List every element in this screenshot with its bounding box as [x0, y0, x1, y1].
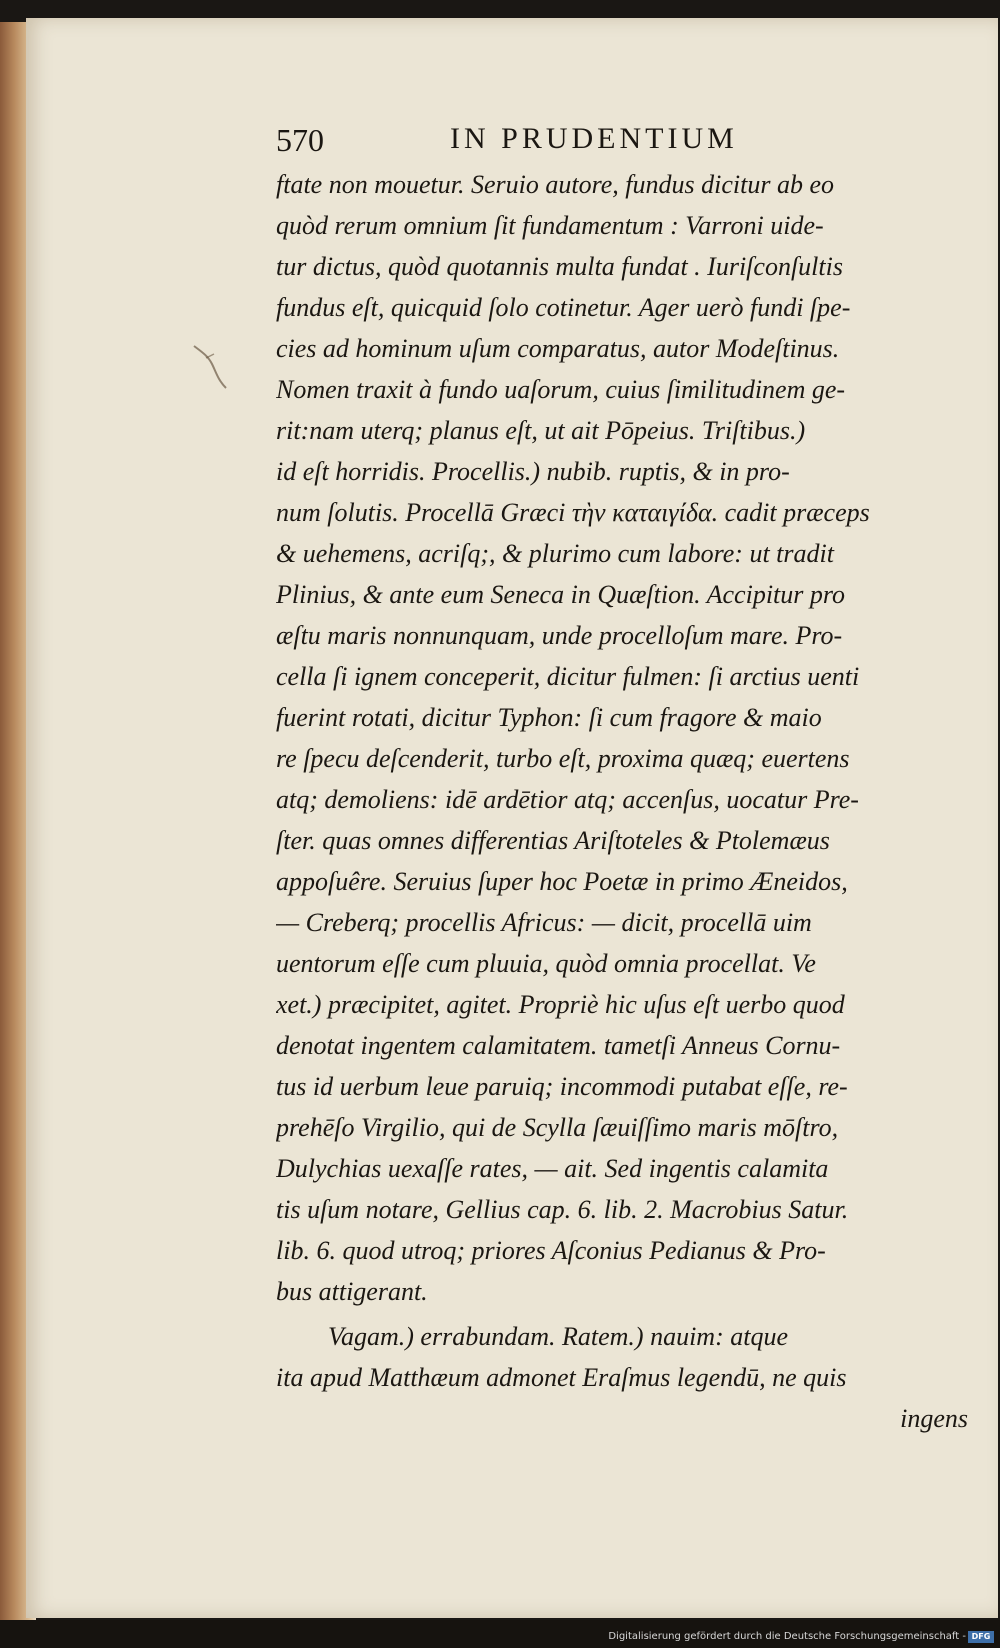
text-line: denotat ingentem calamitatem. tametſi Anneus Cornu-	[276, 1031, 841, 1060]
text-line: atq; demoliens: idē ardētior atq; accenſus, uocatur Pre-	[276, 785, 859, 814]
text-line: — Creberq; procellis Africus: — dicit, procellā uim	[276, 908, 812, 937]
page-number: 570	[276, 122, 324, 158]
text-line: re ſpecu deſcenderit, turbo eſt, proxima quæq; euertens	[276, 744, 850, 773]
text-line: quòd rerum omnium ſit fundamentum : Varroni uide-	[276, 211, 824, 240]
dfg-logo: DFG	[968, 1631, 994, 1643]
page-header	[276, 122, 976, 162]
text-line: Plinius, & ante eum Seneca in Quæſtion. Accipitur pro	[276, 580, 846, 609]
digitization-credit: Digitalisierung gefördert durch die Deutsche Forschungsgemeinschaft -	[608, 1631, 966, 1642]
text-line: lib. 6. quod utroq; priores Aſconius Pedianus & Pro-	[276, 1236, 826, 1265]
text-line: Nomen traxit à fundo uaſorum, cuius ſimilitudinem ge-	[276, 375, 846, 404]
text-line: ſter. quas omnes differentias Ariſtoteles & Ptolemæus	[276, 826, 830, 855]
text-line: cies ad hominum uſum comparatus, autor Modeſtinus.	[276, 334, 840, 363]
text-line: fuerint rotati, dicitur Typhon: ſi cum fragore & maio	[276, 703, 822, 732]
text-line: xet.) præcipitet, agitet. Propriè hic uſus eſt uerbo quod	[276, 990, 845, 1019]
text-line: cella ſi ignem conceperit, dicitur fulmen: ſi arctius uenti	[276, 662, 860, 691]
commentary-text	[276, 164, 976, 1439]
text-line: fundus eſt, quicquid ſolo cotinetur. Ager uerò fundi ſpe-	[276, 293, 851, 322]
text-line: tis uſum notare, Gellius cap. 6. lib. 2. Macrobius Satur.	[276, 1195, 849, 1224]
catchword: ingens	[900, 1404, 968, 1433]
text-line: num ſolutis. Procellā Græci τὴν καταιγίδα. cadit præceps	[276, 498, 870, 527]
text-line: prehēſo Virgilio, qui de Scylla ſæuiſſimo maris mōſtro,	[276, 1113, 839, 1142]
paragraph-line: Vagam.) errabundam. Ratem.) nauim: atque	[328, 1322, 788, 1351]
text-line: rit:nam uterq; planus eſt, ut ait Pōpeius. Triſtibus.)	[276, 416, 806, 445]
running-head: IN PRUDENTIUM	[450, 122, 738, 155]
ink-smudge-mark	[192, 342, 232, 392]
text-line: bus attigerant.	[276, 1277, 428, 1306]
text-line: ftate non mouetur. Seruio autore, fundus dicitur ab eo	[276, 170, 834, 199]
text-line: & uehemens, acriſq;, & plurimo cum labore: ut tradit	[276, 539, 834, 568]
text-line: appoſuêre. Seruius ſuper hoc Poetæ in primo Æneidos,	[276, 867, 848, 896]
text-line: tur dictus, quòd quotannis multa fundat . Iuriſconſultis	[276, 252, 843, 281]
paragraph-line: ita apud Matthæum admonet Eraſmus legendū, ne quis	[276, 1363, 847, 1392]
text-line: tus id uerbum leue paruiq; incommodi putabat eſſe, re-	[276, 1072, 848, 1101]
text-line: uentorum eſſe cum pluuia, quòd omnia procellat. Ve	[276, 949, 816, 978]
text-line: æſtu maris nonnunquam, unde procelloſum mare. Pro-	[276, 621, 843, 650]
text-line: Dulychias uexaſſe rates, — ait. Sed ingentis calamita	[276, 1154, 829, 1183]
text-line: id eſt horridis. Procellis.) nubib. ruptis, & in pro-	[276, 457, 790, 486]
